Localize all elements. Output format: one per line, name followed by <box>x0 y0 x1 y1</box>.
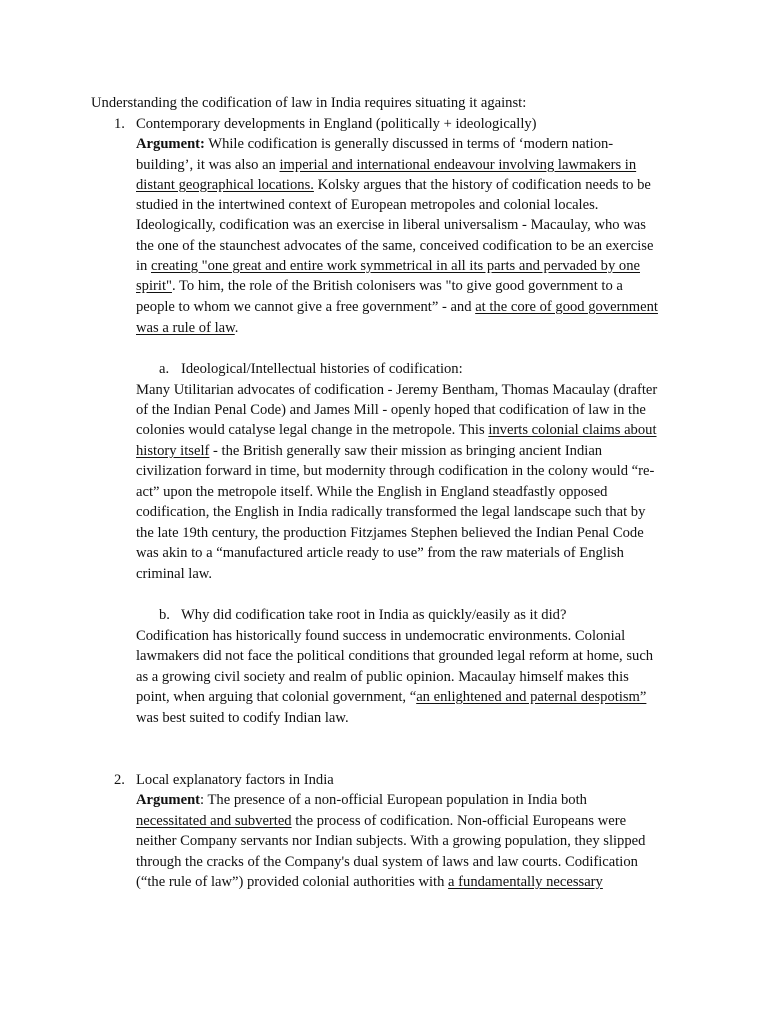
underlined-phrase: inverts colonial claims about <box>488 422 657 438</box>
paragraph-line <box>136 215 646 235</box>
item-1-number: 1. <box>114 116 125 132</box>
text-run: building’, it was also an <box>136 157 280 173</box>
paragraph-line <box>136 852 638 872</box>
text-run: Kolsky argues that the history of codification needs to be <box>313 177 651 193</box>
paragraph-line <box>136 256 640 276</box>
paragraph-line <box>136 134 613 154</box>
text-run: criminal law. <box>136 566 213 582</box>
paragraph-line <box>136 400 646 420</box>
paragraph-line <box>136 667 629 687</box>
text-run: codification, the English in India radically transformed the legal landscape such that by <box>136 504 646 520</box>
text-run: . To him, the role of the British colonisers was "to give good government to a <box>171 278 623 294</box>
text-run: studied in the intertwined context of European metropoles and colonial locales. <box>136 197 599 213</box>
paragraph-line <box>136 523 644 543</box>
underlined-phrase: history itself <box>136 443 210 459</box>
text-run: : The presence of a non-official European population in India both <box>200 792 587 808</box>
text-run: in <box>136 258 151 274</box>
text-run: the one of the staunchest advocates of the same, conceived codification to be an exercise <box>136 238 654 254</box>
paragraph-line <box>136 687 646 707</box>
text-run: neither Company servants nor Indian subjects. With a growing population, they slipped <box>136 833 646 849</box>
text-run: point, when arguing that colonial government, “ <box>136 689 417 705</box>
paragraph-line <box>136 502 645 522</box>
text-run: lawmakers did not face the political conditions that grounded legal reform at home, such <box>136 648 654 664</box>
item-2-number: 2. <box>114 772 125 788</box>
paragraph-line <box>136 420 657 440</box>
paragraph-line <box>136 318 238 338</box>
paragraph-line <box>136 872 603 892</box>
text-run: Ideologically, codification was an exercise in liberal universalism - Macaulay, who was <box>136 217 646 233</box>
text-run: - the British generally saw their mission as bringing ancient Indian <box>209 443 603 459</box>
paragraph-line <box>136 482 607 502</box>
text-run: through the cracks of the Company's dual system of laws and law courts. Codification <box>136 854 638 870</box>
paragraph-line <box>136 276 623 296</box>
text-run: the late 19th century, the production Fitzjames Stephen believed the Indian Penal Code <box>136 525 644 541</box>
underlined-phrase: necessitated and subverted <box>136 813 292 829</box>
underlined-phrase: at the core of good government <box>475 299 658 315</box>
paragraph-line <box>136 626 625 646</box>
sub-a-marker: a. <box>159 361 170 377</box>
text-run: While codification is generally discussed in terms of ‘modern nation- <box>204 136 614 152</box>
text-run: as a growing civil society and realm of public opinion. Macaulay himself makes this <box>136 669 629 685</box>
argument-label: Argument <box>136 792 201 808</box>
text-run: was best suited to codify Indian law. <box>136 710 349 726</box>
underlined-phrase: was a rule of law <box>136 320 235 336</box>
paragraph-line <box>136 380 657 400</box>
item-2-heading: Local explanatory factors in India <box>136 772 334 788</box>
paragraph-line <box>136 441 602 461</box>
text-run: of the Indian Penal Code) and James Mill - openly hoped that codification of law in the <box>136 402 646 418</box>
underlined-phrase: creating "one great and entire work symmetrical in all its parts and pervaded by one <box>151 258 640 274</box>
underlined-phrase: an enlightened and paternal despotism” <box>416 689 647 705</box>
paragraph-line <box>136 811 626 831</box>
underlined-phrase: spirit" <box>136 278 172 294</box>
paragraph-line <box>136 831 645 851</box>
paragraph-line <box>136 708 349 728</box>
text-run: people to whom we cannot give a free government” - and <box>136 299 476 315</box>
text-run: colonies would catalyse legal change in the metropole. This <box>136 422 489 438</box>
argument-label: Argument: <box>136 136 205 152</box>
text-run: . <box>234 320 239 336</box>
paragraph-line <box>136 564 212 584</box>
paragraph-line <box>136 236 653 256</box>
paragraph-line <box>136 155 636 175</box>
underlined-phrase: a fundamentally necessary <box>448 874 603 890</box>
paragraph-line <box>136 297 658 317</box>
underlined-phrase: imperial and international endeavour involving lawmakers in <box>279 157 637 173</box>
sub-b-marker: b. <box>159 607 170 623</box>
sub-b-title: Why did codification take root in India as quickly/easily as it did? <box>181 607 567 623</box>
sub-a-title: Ideological/Intellectual histories of codification: <box>181 361 463 377</box>
paragraph-line <box>136 195 598 215</box>
text-run: civilization forward in time, but modernity through codification in the colony would “re- <box>136 463 655 479</box>
paragraph-line <box>136 543 624 563</box>
text-run: Many Utilitarian advocates of codification - Jeremy Bentham, Thomas Macaulay (drafter <box>136 382 658 398</box>
item-1-heading: Contemporary developments in England (politically + ideologically) <box>136 116 537 132</box>
paragraph-line <box>136 461 654 481</box>
underlined-phrase: distant geographical locations. <box>136 177 314 193</box>
text-run: act” upon the metropole itself. While the English in England steadfastly opposed <box>136 484 608 500</box>
text-run: the process of codification. Non-official Europeans were <box>291 813 627 829</box>
text-run: (“the rule of law”) provided colonial authorities with <box>136 874 449 890</box>
paragraph-line <box>136 790 587 810</box>
text-run: was akin to a “manufactured article ready to use” from the raw materials of English <box>136 545 624 561</box>
intro-text: Understanding the codification of law in India requires situating it against: <box>91 95 527 111</box>
paragraph-line <box>136 646 653 666</box>
paragraph-line <box>136 175 651 195</box>
text-run: Codification has historically found success in undemocratic environments. Colonial <box>136 628 626 644</box>
